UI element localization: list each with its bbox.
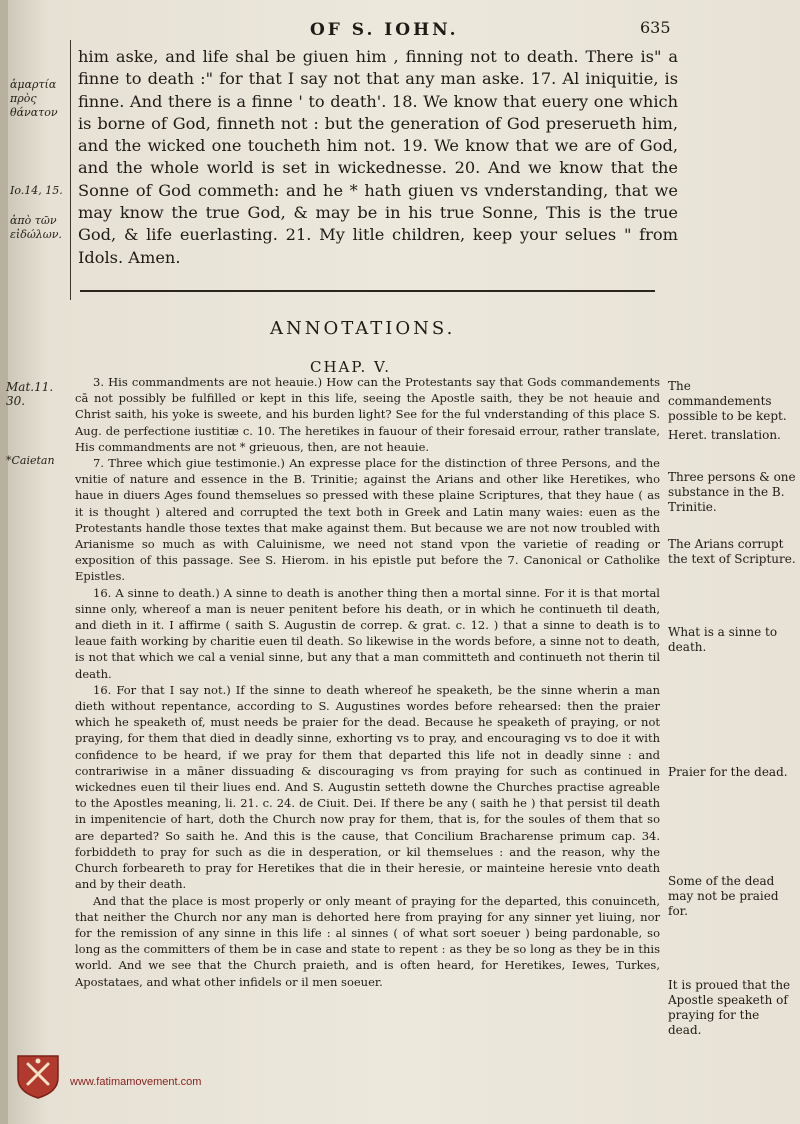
page-binding-edge — [0, 0, 8, 1124]
annotations-body — [75, 374, 660, 990]
annotation-margin-reference: Mat.11. 30. — [6, 380, 54, 408]
margin-note-reference: Io.14, 15. — [10, 184, 63, 197]
section-divider — [80, 290, 655, 292]
running-header — [0, 14, 800, 42]
side-note: Praier for the dead. — [668, 765, 788, 779]
side-note: Three persons & one substance in the B. Trinitie. — [668, 470, 796, 514]
running-title: OF S. IOHN. — [310, 20, 459, 40]
annotation-paragraph: 3. His commandments are not heauie.) How can the Protestants say that Gods commandements cā not possibly be fulfilled or kept in this life, seeing the Apostle saith, they be not heauie and Christ saith, his yoke is sweete, and his burden light? See for the ful vnderstanding of this place S. Aug. de perfectione iustitiæ c. 10. The heretikes in fauour of their foresaid errour, rather translate, His commandments are not * grieuous, then, are not heauie. — [75, 375, 660, 454]
side-note: It is proued that the Apostle speaketh of praying for the dead. — [668, 978, 791, 1037]
annotation-paragraph: And that the place is most properly or only meant of praying for the departed, this conuinceth, that neither the Church nor any man is dehorted here from praying for any sinner yet liuing, nor for the remission of any sinne in this life : al sinnes ( of what sort soeuer ) being pardonable, so long as the committers of them be in case and state to repent : as they be so long as they be in this world. And we see that the Church praieth, and is often heard, for Heretikes, Iewes, Turkes, Apostataes, and what other infidels or il men soeuer. — [75, 893, 660, 989]
side-note: What is a sinne to death. — [668, 625, 778, 654]
side-note: Some of the dead may not be praied for. — [668, 874, 779, 918]
margin-note-greek-2: ἀπὸ τῶν εἰδώλων. — [10, 214, 62, 241]
chapter-heading: CHAP. V. — [310, 358, 391, 376]
scripture-text — [78, 46, 678, 269]
scripture-paragraph: him aske, and life shal be giuen him , finning not to death. There is" a finne to death :" for that I say not that any man aske. 17. Al iniquitie, is finne. And there is a finne ' to death'. 18. We know that euery one which is borne of God, finneth not : but the generation of God preserueth him, and the wicked one toucheth him not. 19. We know that we are of God, and the whole world is set in wickednesse. 20. And we know that the Sonne of God commeth: and he * hath giuen vs vnderstanding, that we may know the true God, & may be in his true Sonne, This is the true God, & life euerlasting. 21. My litle children, keep your selues " from Idols. Amen. — [78, 47, 678, 267]
margin-note-greek-1: ἁμαρτία πρὸς θάνατον — [10, 78, 58, 119]
side-note: Heret. translation. — [668, 428, 781, 442]
annotations-heading: ANNOTATIONS. — [270, 318, 456, 339]
footer-website[interactable]: www.fatimamovement.com — [70, 1076, 202, 1088]
side-note: The Arians corrupt the text of Scripture. — [668, 537, 796, 566]
page-number: 635 — [640, 18, 671, 37]
annotation-margin-cajetan: *Caietan — [6, 454, 55, 467]
side-note: The commandements possible to be kept. — [668, 379, 787, 423]
annotation-paragraph: 16. A sinne to death.) A sinne to death is another thing then a mortal sinne. For it is that mortal sinne only, whereof a man is neuer penitent before his death, or in which he continueth til death, and dieth in it. I affirme ( saith S. Augustin de correp. & grat. c. 12. ) that a sinne to death is to leaue faith working by charitie euen til death. So likewise in the words before, a sinne not to death, is not that which we cal a venial sinne, but any that a man committeth and continueth not therin til death. — [75, 585, 660, 681]
papal-crest-icon — [14, 1052, 62, 1100]
annotation-paragraph: 7. Three which giue testimonie.) An expresse place for the distinction of three Persons, and the vnitie of nature and essence in the B. Trinitie; against the Arians and other like Heretikes, who haue in diuers Ages found themselues so pressed with these plaine Scriptures, that they haue ( as it is thought ) altered and corrupted the text both in Greek and Latin many waies: euen as the Protestants handle those textes that make against them. But because we are not now troubled with Arianisme so much as with Caluinisme, we need not stand vpon the varietie of reading or exposition of this passage. See S. Hierom. in his epistle put before the 7. Canonical or Catholike Epistles. — [75, 456, 660, 584]
annotation-paragraph: 16. For that I say not.) If the sinne to death whereof he speaketh, be the sinne wherin a man dieth without repentance, according to S. Augustines wordes before rehearsed: then the praier which he speaketh of, must needs be praier for the dead. Because he speaketh of praying, or not praying, for them that died in deadly sinne, exhorting vs to pray, and encouraging vs to doe it with confidence to be heard, if we pray for them that departed this life not in deadly sinne : and contrariwise in a māner dissuading & discouraging vs from praying for such as continued in wickednes euen til their liues end. And S. Augustin setteth downe the Churches practise agreable to the Apostles meaning, li. 21. c. 24. de Ciuit. Dei. If there be any ( saith he ) that persist til death in impenitencie of hart, doth the Church now pray for them, that is, for the soules of them that so are departed? So saith he. And this is the cause, that Concilium Bracharense primum cap. 34. forbiddeth to pray for such as die in desperation, or kil themselues : and the reason, why the Church forbeareth to pray for Heretikes that die in their heresie, or mainteine heresie vnto death and by their death. — [75, 682, 660, 892]
gutter-line — [70, 40, 71, 300]
